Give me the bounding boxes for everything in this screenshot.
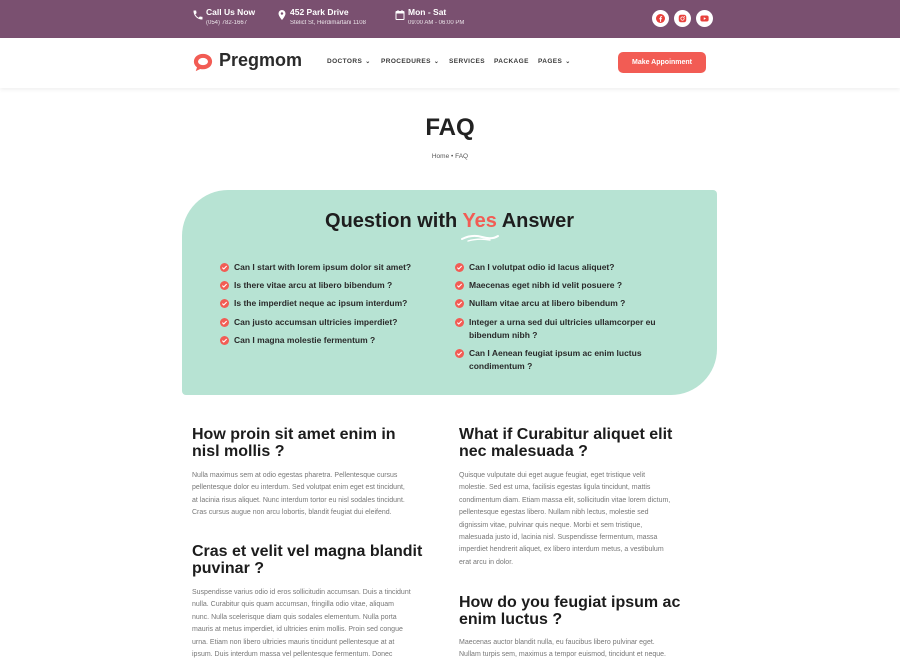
underline-swash-icon: [460, 232, 500, 242]
body-line: Cras cursus augue non arcu lobortis, blandit feugiat dui eleifend.: [192, 509, 392, 517]
faq-panel-title: [182, 210, 717, 233]
body-line: pellentesque dolor eu interdum. Sed volutpat enim eget est tincidunt,: [192, 484, 405, 492]
faq-question-text: bibendum nibh ?: [469, 329, 538, 340]
faq-answer-heading: [192, 543, 422, 577]
nav-procedures-label: PROCEDURES: [381, 58, 431, 65]
youtube-link[interactable]: [696, 10, 713, 27]
body-line: molestie. Sed est urna, facilisis egestas ligula tincidunt, mattis: [459, 484, 651, 492]
youtube-icon: [700, 14, 709, 23]
make-appointment-button[interactable]: Make Appoinment: [618, 52, 706, 73]
nav-package[interactable]: [494, 58, 529, 65]
phone-title: Call Us Now: [206, 7, 256, 17]
check-circle-icon: [455, 263, 464, 272]
contact-hours: [394, 7, 484, 33]
breadcrumb-home[interactable]: Home: [431, 153, 450, 160]
check-circle-icon: [220, 318, 229, 327]
nav-pages[interactable]: [538, 58, 571, 65]
chevron-down-icon: ⌄: [433, 59, 440, 65]
check-circle-icon: [220, 281, 229, 290]
instagram-link[interactable]: [674, 10, 691, 27]
faq-title-highlight: [462, 210, 496, 232]
breadcrumb-current: FAQ: [455, 153, 469, 160]
body-line: nunc. Nulla scelerisque diam quis sodales elementum. Nulla porta: [192, 613, 397, 621]
faq-question-text: Can justo accumsan ultricies imperdiet?: [234, 317, 398, 327]
heading-line: What if Curabitur aliquet elit: [459, 426, 673, 443]
nav-pages-label: PAGES: [538, 58, 563, 65]
faq-question-text: Can I Aenean feugiat ipsum ac enim luctus: [469, 348, 642, 358]
faq-answer-body: [192, 587, 411, 661]
heading-line: enim luctus ?: [459, 611, 563, 628]
check-circle-icon: [220, 336, 229, 345]
faq-answer-body: [192, 470, 405, 520]
body-line: Nulla maximus sem at odio egestas pharetra. Pellentesque cursus: [192, 472, 398, 479]
faq-question-text: Can I magna molestie fermentum ?: [234, 335, 376, 345]
heading-line: Cras et velit vel magna blandit: [192, 543, 423, 560]
body-line: nulla. Curabitur quis quam accumsan, fringilla odio vitae, aliquam: [192, 601, 394, 609]
heading-line: How do you feugiat ipsum ac: [459, 594, 681, 611]
breadcrumb: [0, 153, 900, 160]
body-line: ipsum. Duis interdum massa vel pellentesque fermentum. Donec: [192, 651, 393, 659]
body-line: pellentesque egestas libero. Nullam nibh lectus, molestie sed: [459, 509, 649, 517]
check-circle-icon: [220, 299, 229, 308]
phone-icon: [192, 9, 204, 21]
top-bar: [0, 0, 900, 38]
hours-title: Mon - Sat: [408, 7, 447, 17]
logo-icon[interactable]: [192, 52, 214, 72]
heading-line: How proin sit amet enim in: [192, 426, 396, 443]
nav-package-label: PACKAGE: [494, 58, 529, 65]
body-line: malesuada justo id, lacinia nisl. Suspendisse fermentum, massa: [459, 534, 658, 542]
check-circle-icon: [220, 263, 229, 272]
faq-question-text: Nullam vitae arcu at libero bibendum ?: [469, 298, 626, 308]
phone-number: (054) 782-1667: [206, 20, 248, 26]
check-circle-icon: [455, 299, 464, 308]
faq-title-pre: Question with: [325, 210, 463, 232]
location-pin-icon: [276, 9, 288, 21]
check-circle-icon: [455, 281, 464, 290]
body-line: urna. Etiam non libero ultricies mauris tincidunt pellentesque at at: [192, 638, 395, 646]
nav-services-label: SERVICES: [449, 58, 485, 65]
faq-answer-heading: [459, 426, 672, 460]
contact-phone[interactable]: [192, 7, 272, 33]
heading-line: puvinar ?: [192, 560, 265, 577]
facebook-icon: [656, 14, 665, 23]
address-title: 452 Park Drive: [290, 7, 349, 17]
body-line: Quisque vulputate dui eget augue feugiat, eget tristique velit: [459, 472, 646, 479]
check-circle-icon: [455, 349, 464, 358]
faq-question-text: Integer a urna sed dui ultricies ullamcorper eu: [469, 317, 656, 327]
faq-title-post: Answer: [496, 210, 574, 232]
check-circle-icon: [455, 318, 464, 327]
faq-question-text: Is the imperdiet neque ac ipsum interdum?: [234, 298, 408, 308]
faq-question-text: Can I start with lorem ipsum dolor sit amet?: [234, 262, 412, 272]
body-line: Nullam turpis sem, maximus a tempor euismod, tincidunt et neque.: [459, 651, 666, 659]
body-line: imperdiet hendrerit aliquet, ex libero interdum metus, a vestibulum: [459, 546, 664, 554]
hours-detail: 09:00 AM - 06:00 PM: [408, 20, 465, 26]
faq-question-text: Can I volutpat odio id lacus aliquet?: [469, 262, 615, 272]
faq-answer-heading: [459, 594, 680, 628]
faq-answer-body: [459, 470, 670, 569]
chevron-down-icon: ⌄: [565, 59, 571, 65]
chevron-down-icon: ⌄: [365, 59, 371, 65]
body-line: erat arcu in dolor.: [459, 558, 514, 566]
faq-title-highlight-text: Yes: [462, 210, 497, 232]
body-line: Suspendisse varius odio id eros sollicitudin accumsan. Duis a tincidunt: [192, 589, 411, 596]
instagram-icon: [678, 14, 687, 23]
address-detail: Stelict St, Herdimartani 1108: [290, 20, 366, 26]
body-line: dignissim vitae, pulvinar quis neque. Morbi et sem tristique,: [459, 521, 643, 529]
faq-question-panel: [182, 190, 717, 395]
calendar-icon: [394, 9, 406, 21]
site-header: [0, 38, 900, 88]
faq-question-text: Maecenas eget nibh id velit posuere ?: [469, 280, 623, 290]
heading-line: nisl mollis ?: [192, 443, 285, 460]
nav-doctors-label: DOCTORS: [327, 58, 363, 65]
body-line: mauris at metus imperdiet, id ultricies enim mollis. Proin sed congue: [192, 626, 403, 634]
body-line: condimentum diam. Etiam massa elit, sollicitudin vitae lorem dictum,: [459, 496, 671, 504]
breadcrumb-separator: •: [451, 153, 454, 160]
nav-services[interactable]: [449, 58, 485, 65]
body-line: at lacinia risus aliquet. Nunc interdum tortor eu nisl sodales tincidunt.: [192, 496, 405, 504]
page-title: FAQ: [425, 114, 475, 141]
faq-question-text: Is there vitae arcu at libero bibendum ?: [234, 280, 393, 290]
body-line: Maecenas auctor blandit nulla, eu faucibus libero pulvinar eget.: [459, 639, 655, 646]
faq-answer-body: [459, 637, 666, 662]
logo-text[interactable]: Pregmom: [219, 50, 303, 70]
facebook-link[interactable]: [652, 10, 669, 27]
faq-question-text: condimentum ?: [469, 360, 533, 371]
nav-doctors[interactable]: [327, 58, 371, 65]
nav-procedures[interactable]: [381, 58, 439, 65]
faq-answer-heading: [192, 426, 396, 460]
heading-line: nec malesuada ?: [459, 443, 588, 460]
contact-address[interactable]: [276, 7, 386, 33]
